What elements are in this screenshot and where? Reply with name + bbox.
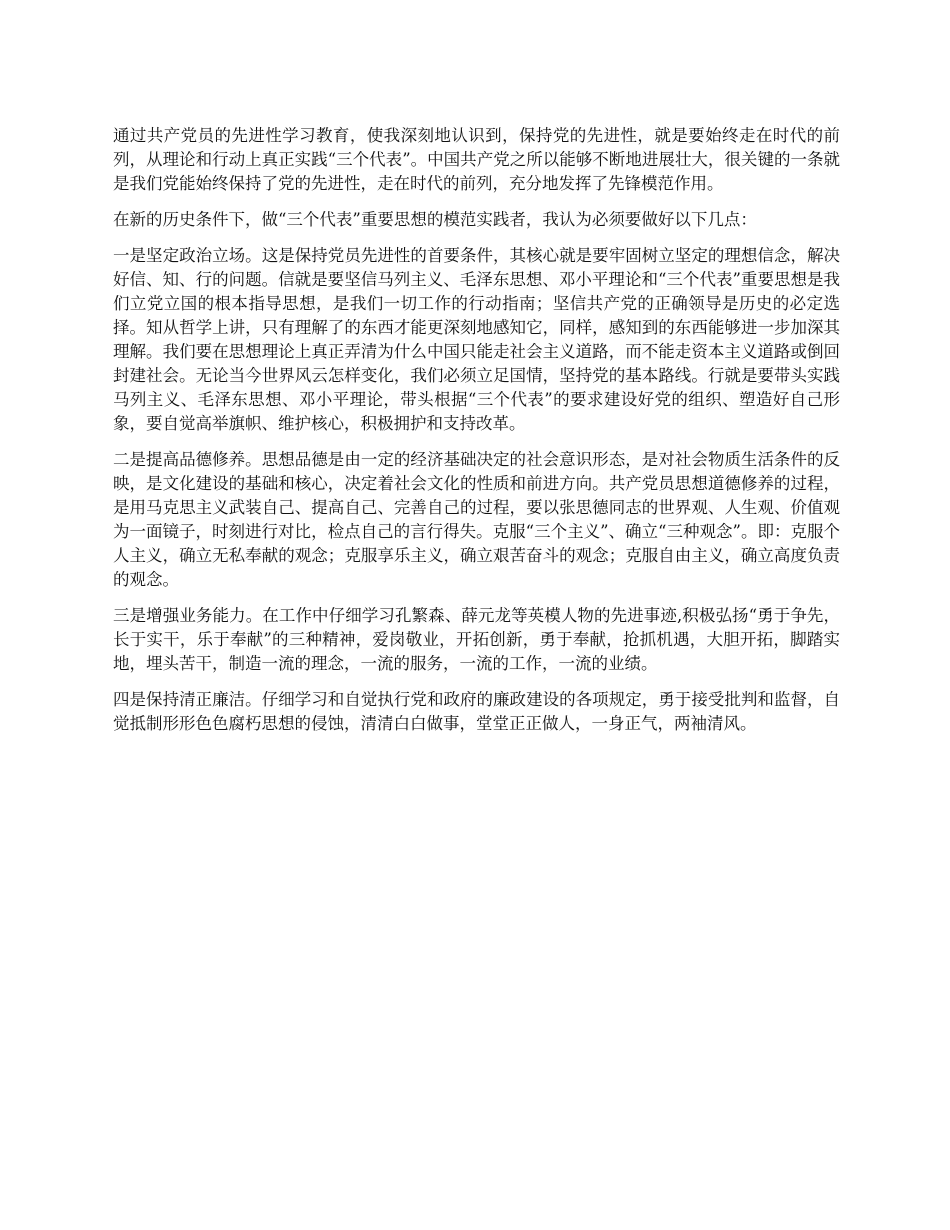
paragraph-intro: 通过共产党员的先进性学习教育，使我深刻地认识到，保持党的先进性，就是要始终走在时代的前列，从理论和行动上真正实践“三个代表”。中国共产党之所以能够不断地进展壮大，很关键的一条就是我们党能始终保持了党的先进性，走在时代的前列，充分地发挥了先锋模范作用。	[113, 126, 840, 193]
document-body	[113, 124, 840, 748]
paragraph-point-three: 三是增强业务能力。在工作中仔细学习孔繁森、薛元龙等英模人物的先进事迹,积极弘扬“勇于争先，长于实干，乐于奉献”的三种精神，爱岗敬业，开拓创新，勇于奉献，抢抓机遇，大胆开拓，脚踏实地，埋头苦干，制造一流的理念，一流的服务，一流的工作，一流的业绩。	[113, 606, 840, 673]
paragraph-point-four: 四是保持清正廉洁。仔细学习和自觉执行党和政府的廉政建设的各项规定，勇于接受批判和监督，自觉抵制形形色色腐朽思想的侵蚀，清清白白做事，堂堂正正做人，一身正气，两袖清风。	[113, 690, 840, 733]
paragraph-lead-in: 在新的历史条件下，做“三个代表”重要思想的模范实践者，我认为必须要做好以下几点：	[113, 210, 757, 229]
paragraph-point-one: 一是坚定政治立场。这是保持党员先进性的首要条件，其核心就是要牢固树立坚定的理想信念，解决好信、知、行的问题。信就是要坚信马列主义、毛泽东思想、邓小平理论和“三个代表”重要思想是我们立党立国的根本指导思想，是我们一切工作的行动指南；坚信共产党的正确领导是历史的必定选择。知从哲学上讲，只有理解了的东西才能更深刻地感知它，同样，感知到的东西能够进一步加深其理解。我们要在思想理论上真正弄清为什么中国只能走社会主义道路，而不能走资本主义道路或倒回封建社会。无论当今世界风云怎样变化，我们必须立足国情，坚持党的基本路线。行就是要带头实践马列主义、毛泽东思想、邓小平理论，带头根据“三个代表”的要求建设好党的组织、塑造好自己形象，要自觉高举旗帜、维护核心，积极拥护和支持改革。	[113, 246, 840, 433]
paragraph-point-two: 二是提高品德修养。思想品德是由一定的经济基础决定的社会意识形态，是对社会物质生活条件的反映，是文化建设的基础和核心，决定着社会文化的性质和前进方向。共产党员思想道德修养的过程，是用马克思主义武装自己、提高自己、完善自己的过程，要以张思德同志的世界观、人生观、价值观为一面镜子，时刻进行对比，检点自己的言行得失。克服“三个主义”、确立“三种观念”。即：克服个人主义，确立无私奉献的观念；克服享乐主义，确立艰苦奋斗的观念；克服自由主义，确立高度负责的观念。	[113, 450, 840, 589]
